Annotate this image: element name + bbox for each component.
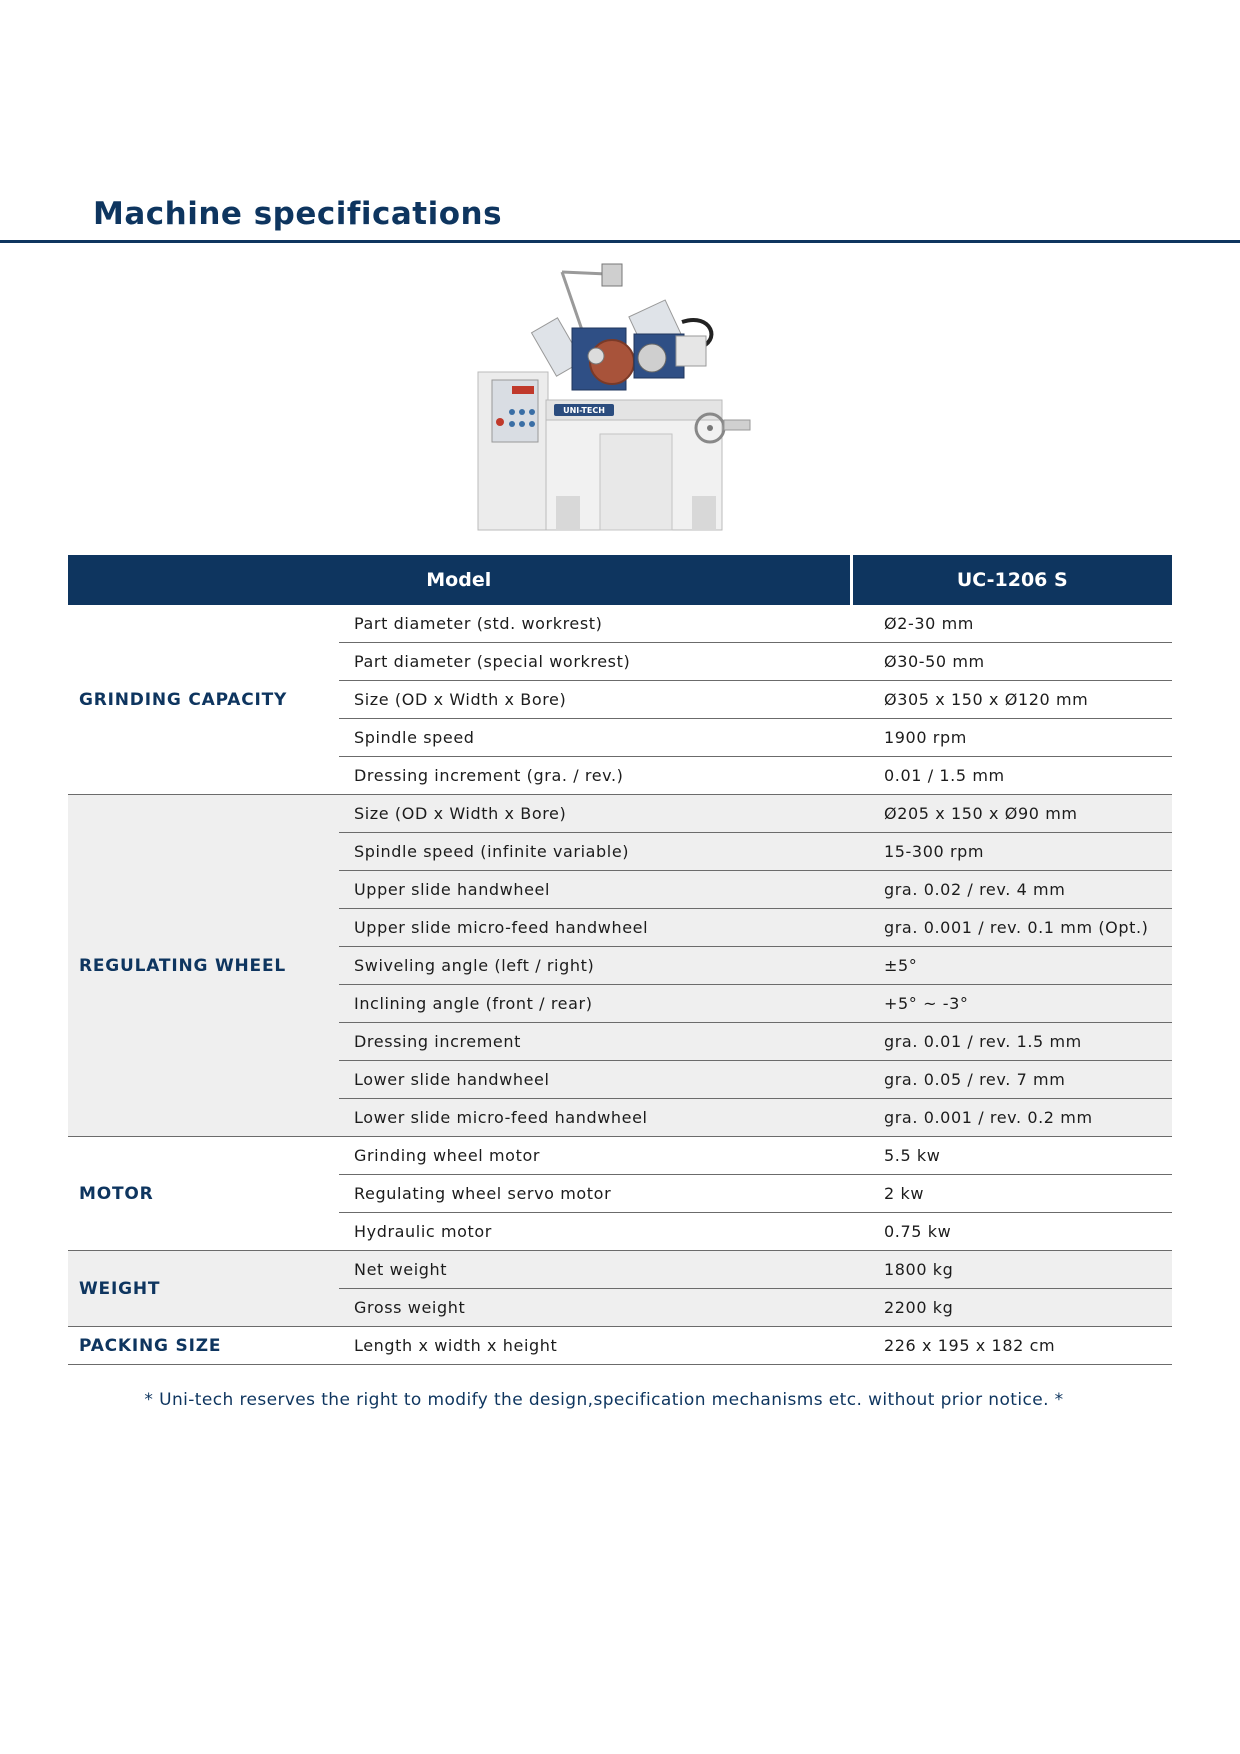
- spec-name: Regulating wheel servo motor: [339, 1175, 851, 1213]
- spec-name: Upper slide handwheel: [339, 871, 851, 909]
- spec-value: 226 x 195 x 182 cm: [851, 1327, 1172, 1365]
- spec-name: Part diameter (std. workrest): [339, 605, 851, 643]
- header-model-value: UC-1206 S: [851, 555, 1172, 605]
- group-label-grinding-capacity: GRINDING CAPACITY: [68, 605, 339, 795]
- spec-value: gra. 0.05 / rev. 7 mm: [851, 1061, 1172, 1099]
- spec-name: Lower slide micro-feed handwheel: [339, 1099, 851, 1137]
- spec-name: Lower slide handwheel: [339, 1061, 851, 1099]
- spec-name: Size (OD x Width x Bore): [339, 681, 851, 719]
- spec-value: 5.5 kw: [851, 1137, 1172, 1175]
- spec-value: gra. 0.001 / rev. 0.2 mm: [851, 1099, 1172, 1137]
- machine-logo-text: UNI-TECH: [563, 406, 605, 415]
- machine-image: [462, 262, 774, 534]
- table-row: [68, 1137, 1172, 1175]
- spec-value: gra. 0.02 / rev. 4 mm: [851, 871, 1172, 909]
- spec-table: [68, 555, 1172, 1365]
- spec-value: 0.75 kw: [851, 1213, 1172, 1251]
- spec-value: gra. 0.001 / rev. 0.1 mm (Opt.): [851, 909, 1172, 947]
- spec-value: 1800 kg: [851, 1251, 1172, 1289]
- group-label-weight: WEIGHT: [68, 1251, 339, 1327]
- page-title: Machine specifications: [93, 196, 503, 232]
- spec-value: ±5°: [851, 947, 1172, 985]
- table-row: [68, 605, 1172, 643]
- spec-name: Length x width x height: [339, 1327, 851, 1365]
- spec-value: Ø205 x 150 x Ø90 mm: [851, 795, 1172, 833]
- spec-name: Part diameter (special workrest): [339, 643, 851, 681]
- spec-value: Ø305 x 150 x Ø120 mm: [851, 681, 1172, 719]
- spec-value: gra. 0.01 / rev. 1.5 mm: [851, 1023, 1172, 1061]
- spec-name: Spindle speed: [339, 719, 851, 757]
- spec-value: +5° ~ -3°: [851, 985, 1172, 1023]
- header-model: Model: [68, 555, 851, 605]
- table-row: [68, 1327, 1172, 1365]
- title-divider: [0, 240, 1240, 243]
- spec-value: Ø2-30 mm: [851, 605, 1172, 643]
- spec-name: Hydraulic motor: [339, 1213, 851, 1251]
- spec-value: 1900 rpm: [851, 719, 1172, 757]
- spec-value: 15-300 rpm: [851, 833, 1172, 871]
- spec-value: 2 kw: [851, 1175, 1172, 1213]
- spec-value: Ø30-50 mm: [851, 643, 1172, 681]
- spec-name: Spindle speed (infinite variable): [339, 833, 851, 871]
- footnote: * Uni-tech reserves the right to modify the design,specification mechanisms etc. without prior notice. *: [144, 1390, 1064, 1410]
- spec-name: Size (OD x Width x Bore): [339, 795, 851, 833]
- spec-name: Swiveling angle (left / right): [339, 947, 851, 985]
- spec-name: Upper slide micro-feed handwheel: [339, 909, 851, 947]
- table-row: [68, 1251, 1172, 1289]
- spec-name: Gross weight: [339, 1289, 851, 1327]
- group-label-motor: MOTOR: [68, 1137, 339, 1251]
- spec-name: Grinding wheel motor: [339, 1137, 851, 1175]
- table-row: [68, 795, 1172, 833]
- spec-value: 0.01 / 1.5 mm: [851, 757, 1172, 795]
- spec-value: 2200 kg: [851, 1289, 1172, 1327]
- spec-name: Net weight: [339, 1251, 851, 1289]
- spec-table-header: [68, 555, 1172, 605]
- group-label-regulating-wheel: REGULATING WHEEL: [68, 795, 339, 1137]
- spec-name: Inclining angle (front / rear): [339, 985, 851, 1023]
- group-label-packing-size: PACKING SIZE: [68, 1327, 339, 1365]
- spec-name: Dressing increment (gra. / rev.): [339, 757, 851, 795]
- spec-name: Dressing increment: [339, 1023, 851, 1061]
